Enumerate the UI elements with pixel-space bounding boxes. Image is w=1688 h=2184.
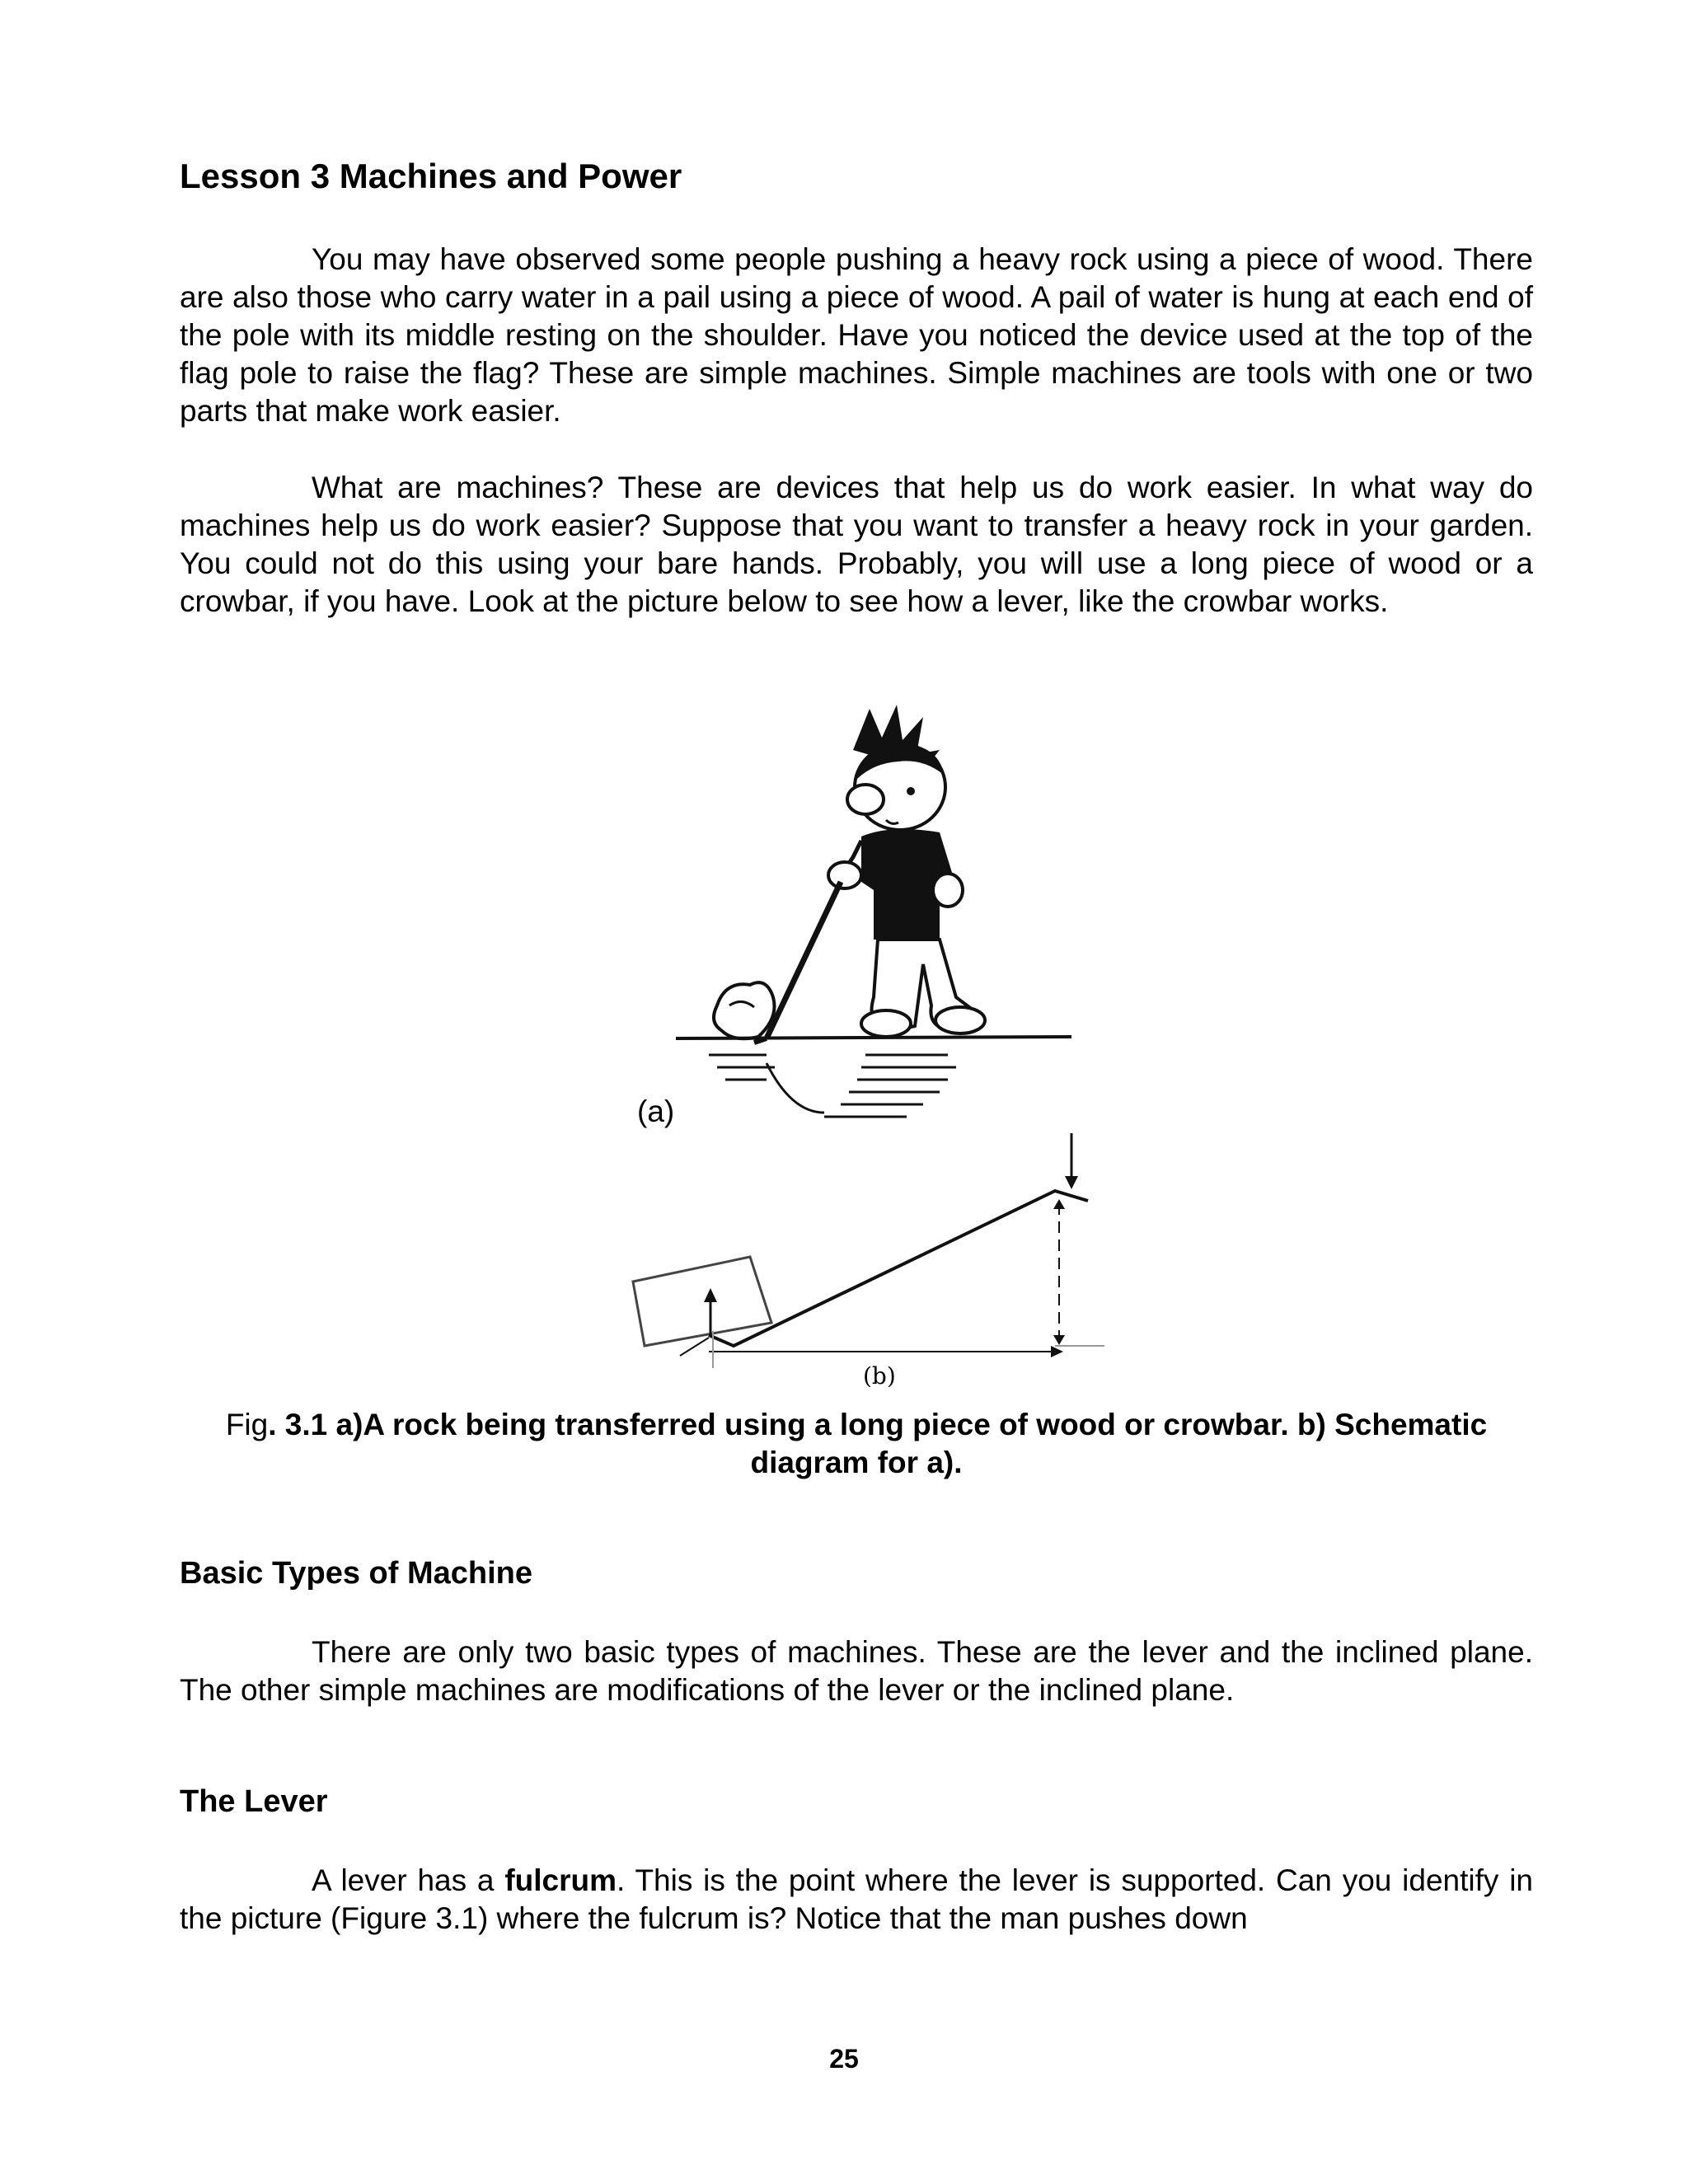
lever-paragraph [180,1862,1533,1938]
basic-types-paragraph: There are only two basic types of machines. These are the lever and the inclined plane. The other simple machines are modifications of the lever or the inclined plane. [180,1635,1533,1707]
figure-caption [180,1406,1533,1482]
lever-text-before: A lever has a [312,1863,505,1897]
caption-prefix: Fig [225,1408,269,1441]
lesson-title: Lesson 3 Machines and Power [180,157,682,195]
figure-a-illustration [676,692,1071,1137]
figure-b-schematic [593,1133,1121,1372]
intro-paragraph: You may have observed some people pushing a heavy rock using a piece of wood. There are also those who carry water in a pail using a piece of wood. A pail of water is hung at each end of the pole with its middle resting on the shoulder. Have you noticed the device used at the top of the flag pole to raise the flag? These are simple machines. Simple machines are tools with one or two parts that make work easier. [180,242,1533,428]
figure-b-label: (b) [863,1362,896,1390]
lever-heading: The Lever [180,1784,328,1819]
fulcrum-term: fulcrum [504,1863,617,1897]
caption-text: . 3.1 a)A rock being transferred using a long piece of wood or crowbar. b) Schematic diagram for a). [268,1408,1488,1479]
basic-types-heading: Basic Types of Machine [180,1556,532,1591]
page-number: 25 [829,2044,859,2074]
lever-text-after: . This is the point where the lever is supported. Can you identify in the picture (Figure 3.1) where the fulcrum is? Notice that the man pushes down [180,1863,1534,1935]
machines-paragraph: What are machines? These are devices that help us do work easier. In what way do machines help us do work easier? Suppose that you want to transfer a heavy rock in your garden. You could not do this using your bare hands. Probably, you will use a long piece of wood or a crowbar, if you have. Look at the picture below to see how a lever, like the crowbar works. [180,471,1533,618]
figure-a-label: (a) [637,1094,675,1128]
